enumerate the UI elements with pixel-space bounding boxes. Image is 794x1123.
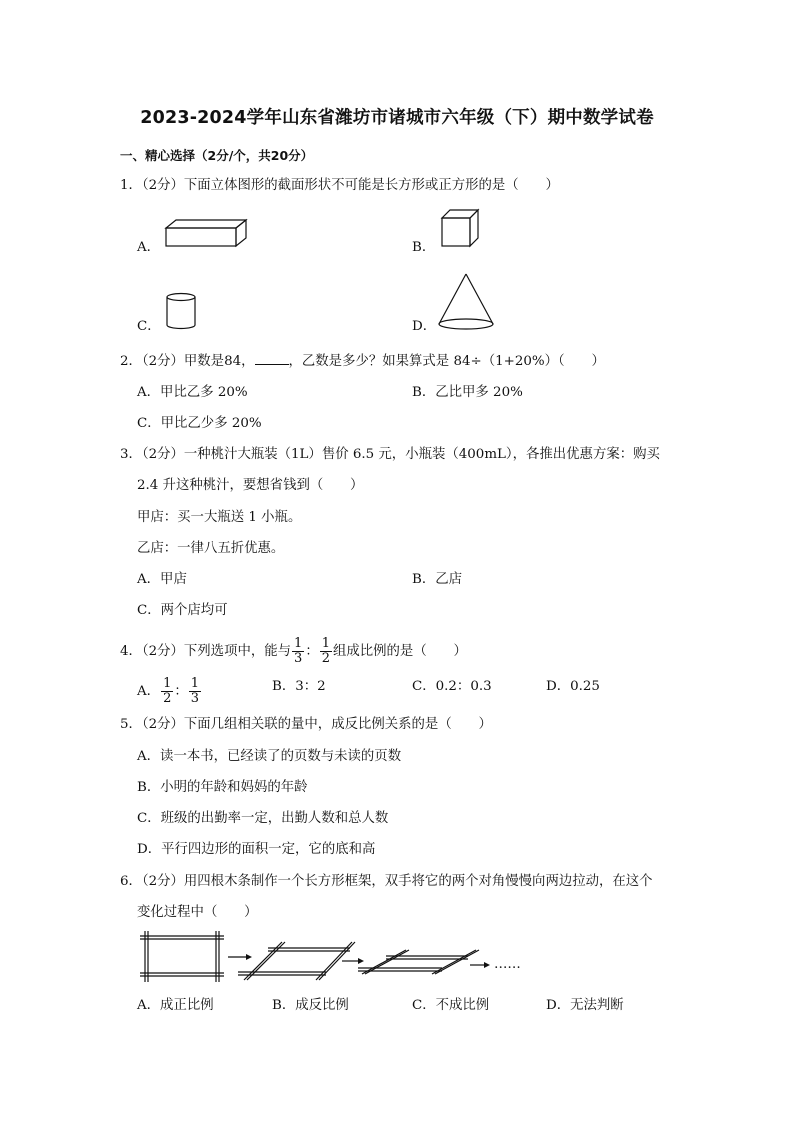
q4-option-c[interactable]: C．0.2：0.3 xyxy=(412,679,492,694)
q6-option-d[interactable]: D．无法判断 xyxy=(546,998,624,1013)
q1-option-c-label: C． xyxy=(137,319,161,334)
fraction-numerator: 1 xyxy=(190,676,200,691)
q5-option-b[interactable]: B．小明的年龄和妈妈的年龄 xyxy=(137,780,308,795)
q4-stem-part1: 4．（2分）下列选项中，能与 xyxy=(120,644,292,659)
ratio-colon: ： xyxy=(305,644,319,659)
question-6-stem-line1: 6．（2分）用四根木条制作一个长方形框架，双手将它的两个对角慢慢向两边拉动，在这个 xyxy=(120,874,653,889)
flattened-frame xyxy=(358,950,479,974)
q6-option-a[interactable]: A．成正比例 xyxy=(137,998,214,1013)
ratio-colon: ： xyxy=(174,684,188,699)
q1-option-a-label: A． xyxy=(137,240,161,255)
q2-option-c[interactable]: C．甲比乙少多 20% xyxy=(137,416,262,431)
fraction-denominator: 3 xyxy=(190,691,200,706)
question-3-stem-line2: 2.4 升这种桃汁，要想省钱到（ ） xyxy=(137,478,364,493)
q3-shop-yi: 乙店：一律八五折优惠。 xyxy=(137,541,285,556)
question-3-stem-line1: 3．（2分）一种桃汁大瓶装（1L）售价 6.5 元，小瓶装（400mL），各推出优惠方案：购买 xyxy=(120,447,660,462)
question-5-stem: 5．（2分）下面几组相关联的量中，成反比例关系的是（ ） xyxy=(120,717,492,732)
fraction-denominator: 2 xyxy=(163,691,172,706)
fraction-numerator: 1 xyxy=(321,636,330,651)
arrow-icon xyxy=(470,962,490,968)
arrow-icon xyxy=(342,958,364,964)
q4-option-b[interactable]: B．3：2 xyxy=(272,679,326,694)
fraction-one-third xyxy=(189,677,201,706)
q1-option-d-label: D． xyxy=(412,319,437,334)
q5-option-a[interactable]: A．读一本书，已经读了的页数与未读的页数 xyxy=(137,749,402,764)
fraction-one-half xyxy=(161,677,173,706)
rectangle-frame xyxy=(140,931,224,982)
fraction-numerator: 1 xyxy=(294,636,303,651)
q3-option-a[interactable]: A．甲店 xyxy=(137,572,187,587)
q3-option-b[interactable]: B．乙店 xyxy=(412,572,463,587)
q6-option-c[interactable]: C．不成比例 xyxy=(412,998,490,1013)
q2-stem-part1: 2．（2分）甲数是84， xyxy=(120,354,255,369)
fraction-denominator: 3 xyxy=(294,651,303,666)
q2-stem-part2: ，乙数是多少？如果算式是 84÷（1+20%）（ ） xyxy=(288,354,605,369)
q3-option-c[interactable]: C．两个店均可 xyxy=(137,603,228,618)
section-heading: 一、精心选择（2分/个，共20分） xyxy=(120,148,314,163)
q4-option-d[interactable]: D．0.25 xyxy=(546,679,600,694)
q4-option-a[interactable] xyxy=(137,677,202,706)
question-1-stem: 1．（2分）下面立体图形的截面形状不可能是长方形或正方形的是（ ） xyxy=(120,178,559,193)
question-2-stem xyxy=(120,352,605,371)
question-4-stem xyxy=(120,637,467,666)
answer-blank[interactable] xyxy=(255,352,289,365)
q4-stem-part2: 组成比例的是（ ） xyxy=(332,644,467,659)
fraction-denominator: 2 xyxy=(321,651,330,666)
q6-option-b[interactable]: B．成反比例 xyxy=(272,998,349,1013)
frame-deformation-figure xyxy=(136,928,536,990)
cone-figure xyxy=(437,272,495,332)
q1-option-b-label: B． xyxy=(412,240,436,255)
question-6-stem-line2: 变化过程中（ ） xyxy=(137,905,258,920)
parallelogram-frame xyxy=(238,942,355,980)
cuboid-figure xyxy=(164,218,250,250)
fraction-one-third xyxy=(292,637,304,666)
q5-option-c[interactable]: C．班级的出勤率一定，出勤人数和总人数 xyxy=(137,811,389,826)
cube-figure xyxy=(440,208,482,250)
option-label: A． xyxy=(137,684,161,699)
page-title: 2023-2024学年山东省潍坊市诸城市六年级（下）期中数学试卷 xyxy=(140,108,654,128)
fraction-one-half xyxy=(320,637,332,666)
q2-option-a[interactable]: A．甲比乙多 20% xyxy=(137,385,248,400)
q2-option-b[interactable]: B．乙比甲多 20% xyxy=(412,385,523,400)
q5-option-d[interactable]: D．平行四边形的面积一定，它的底和高 xyxy=(137,842,376,857)
cylinder-figure xyxy=(165,292,197,332)
fraction-numerator: 1 xyxy=(163,676,172,691)
arrow-icon xyxy=(228,954,252,960)
q3-shop-jia: 甲店：买一大瓶送 1 小瓶。 xyxy=(137,510,302,525)
continuation-dots: …… xyxy=(494,957,521,972)
